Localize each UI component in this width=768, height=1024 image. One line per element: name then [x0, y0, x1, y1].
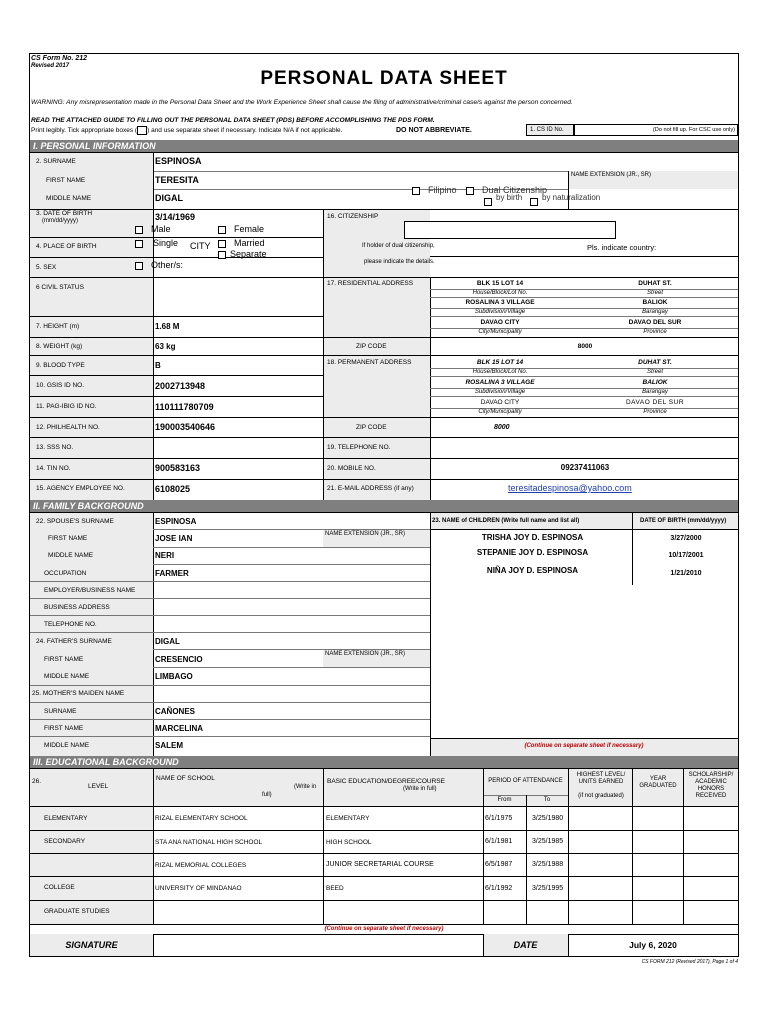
married-label: Married: [234, 238, 265, 248]
edu-row-4-from[interactable]: 6/1/1992: [485, 885, 513, 892]
child-2-dob[interactable]: 10/17/2001: [668, 552, 704, 559]
edu-row-4-to[interactable]: 3/25/1995: [532, 885, 564, 892]
res-zip-label: ZIP CODE: [356, 343, 387, 350]
edu-row-2-school[interactable]: STA ANA NATIONAL HIGH SCHOOL: [155, 839, 263, 846]
perm-street-caption: Street: [646, 369, 663, 375]
school-header-2: (Write in: [294, 784, 317, 790]
mother-surname-label: SURNAME: [44, 708, 77, 715]
edu-row-4-level: COLLEGE: [44, 884, 75, 891]
honors-header: SCHOLARSHIP/ ACADEMIC HONORS RECEIVED: [688, 772, 734, 799]
res-house[interactable]: BLK 15 LOT 14: [476, 280, 524, 287]
print-note-b: ) and use separate sheet if necessary. Indicate N/A if not applicable.: [147, 127, 343, 135]
date-field[interactable]: July 6, 2020: [629, 940, 677, 950]
female-label: Female: [234, 224, 265, 234]
edu-row-3-course[interactable]: JUNIOR SECRETARIAL COURSE: [326, 861, 434, 868]
print-note-a: Print legibly. Tick appropriate boxes (: [31, 127, 138, 135]
period-header: PERIOD OF ATTENDANCE: [488, 778, 563, 784]
by-naturalization-label: by naturalization: [542, 193, 601, 202]
filipino-label: Filipino: [428, 185, 457, 195]
email-label: 21. E-MAIL ADDRESS (if any): [327, 485, 414, 492]
res-subdivision[interactable]: ROSALINA 3 VILLAGE: [465, 299, 535, 306]
occupation-field[interactable]: FARMER: [155, 569, 189, 578]
signature-field[interactable]: [154, 935, 482, 955]
father-ext-label: NAME EXTENSION (JR., SR): [325, 651, 406, 657]
res-zip[interactable]: 8000: [577, 343, 593, 350]
page-footer: CS FORM 212 (Revised 2017), Page 1 of 4: [641, 959, 738, 965]
dual-note-1: If holder of dual citizenship,: [362, 243, 435, 249]
mother-middle-field[interactable]: SALEM: [155, 741, 183, 750]
education-level-column: [30, 806, 153, 924]
spouse-surname-field[interactable]: ESPINOSA: [155, 517, 197, 526]
philhealth-field[interactable]: 190003540646: [155, 422, 216, 432]
child-3-name[interactable]: NIÑA JOY D. ESPINOSA: [486, 566, 579, 575]
edu-row-1-to[interactable]: 3/25/1980: [532, 815, 564, 822]
employer-label: EMPLOYER/BUSINESS NAME: [44, 587, 136, 594]
by-birth-checkbox[interactable]: [484, 198, 492, 206]
middle-name-field[interactable]: DIGAL: [155, 193, 183, 203]
city-text: CITY: [190, 241, 211, 251]
perm-barangay[interactable]: BALIOK: [642, 379, 668, 386]
form-revised: Revised 2017: [31, 63, 70, 69]
spouse-middle-label: MIDDLE NAME: [48, 552, 94, 559]
edu-row-1-level: ELEMENTARY: [44, 815, 88, 822]
telephone-label: 19. TELEPHONE NO.: [327, 444, 391, 451]
father-surname-field[interactable]: DIGAL: [155, 637, 180, 646]
dob-format: (mm/dd/yyyy): [42, 218, 78, 224]
school-header: NAME OF SCHOOL: [156, 775, 215, 782]
perm-province[interactable]: DAVAO DEL SUR: [625, 399, 685, 406]
mobile-label: 20. MOBILE NO.: [327, 465, 376, 472]
res-prov-caption: Province: [643, 329, 667, 335]
to-header: To: [543, 797, 551, 803]
father-first-label: FIRST NAME: [44, 656, 84, 663]
res-province[interactable]: DAVAO DEL SUR: [628, 319, 682, 326]
dob-field[interactable]: 3/14/1969: [155, 212, 196, 222]
name-extension-label: NAME EXTENSION (JR., SR): [569, 171, 738, 189]
mother-first-field[interactable]: MARCELINA: [155, 724, 203, 733]
section-family: II. FAMILY BACKGROUND: [30, 500, 738, 512]
weight-field[interactable]: 63 kg: [155, 342, 176, 351]
height-label: 7. HEIGHT (m): [36, 323, 80, 330]
signature-label: SIGNATURE: [65, 940, 118, 950]
spouse-ext-label: NAME EXTENSION (JR., SR): [325, 531, 406, 537]
pagibig-field[interactable]: 110111780709: [155, 402, 214, 412]
by-birth-label: by birth: [496, 193, 523, 202]
section-personal: I. PERSONAL INFORMATION: [30, 140, 738, 152]
edu-row-2-from[interactable]: 6/1/1981: [485, 838, 513, 845]
edu-row-4-course[interactable]: BEED: [326, 885, 344, 892]
gsis-label: 10. GSIS ID NO.: [36, 382, 85, 389]
pagibig-label: 11. PAG-IBIG ID NO.: [36, 403, 97, 410]
edu-row-4-school[interactable]: UNIVERSITY OF MINDANAO: [155, 885, 242, 892]
warning-text: WARNING: Any misrepresentation made in the Personal Data Sheet and the Work Experience Sheet shall cause the filing of administrative/criminal case/s against the person concerned.: [31, 99, 573, 106]
family-continue-note: (Continue on separate sheet if necessary): [524, 743, 644, 749]
email-field[interactable]: teresitadespinosa@yahoo.com: [508, 483, 632, 493]
mother-surname-field[interactable]: CAÑONES: [155, 707, 196, 716]
gsis-field[interactable]: 2002713948: [155, 381, 206, 391]
mobile-field[interactable]: 09237411063: [560, 463, 610, 472]
spouse-surname-label: 22. SPOUSE'S SURNAME: [36, 518, 114, 525]
mother-first-label: FIRST NAME: [44, 725, 84, 732]
edu-row-3-from[interactable]: 6/5/1987: [485, 861, 513, 868]
perm-zip-label: ZIP CODE: [356, 424, 387, 431]
highest-level-header: HIGHEST LEVEL/ UNITS EARNED: [576, 772, 626, 785]
indicate-country-label: Pls. indicate country:: [587, 243, 657, 252]
filipino-checkbox[interactable]: [412, 187, 420, 195]
tin-field[interactable]: 900583163: [155, 463, 201, 473]
edu-row-2-course[interactable]: HIGH SCHOOL: [326, 839, 372, 846]
page-title: PERSONAL DATA SHEET: [260, 68, 508, 89]
school-header-3: full): [262, 792, 272, 798]
edu-row-3-to[interactable]: 3/25/1988: [532, 861, 564, 868]
agency-label: 15. AGENCY EMPLOYEE NO.: [36, 485, 125, 492]
res-city-caption: City/Municipality: [478, 329, 522, 335]
citizenship-label: 16. CITIZENSHIP: [327, 213, 379, 220]
course-header-2: (Write in full): [403, 786, 437, 792]
father-surname-label: 24. FATHER'S SURNAME: [36, 638, 112, 645]
child-3-dob[interactable]: 1/21/2010: [670, 570, 702, 577]
country-input[interactable]: [404, 221, 616, 239]
separate-checkbox[interactable]: [218, 251, 226, 259]
perm-brgy-caption: Barangay: [642, 389, 668, 395]
occupation-label: OCCUPATION: [44, 570, 87, 577]
education-continue-note: (Continue on separate sheet if necessary): [324, 926, 444, 932]
mother-maiden-label: 25. MOTHER'S MAIDEN NAME: [32, 690, 125, 697]
perm-street[interactable]: DUHAT ST.: [638, 359, 672, 366]
child-2-name[interactable]: STEPANIE JOY D. ESPINOSA: [476, 548, 589, 557]
by-naturalization-checkbox[interactable]: [530, 198, 538, 206]
middle-name-label: MIDDLE NAME: [46, 195, 92, 202]
edu-row-1-course[interactable]: ELEMENTARY: [326, 815, 370, 822]
child-1-name[interactable]: TRISHA JOY D. ESPINOSA: [481, 533, 584, 542]
pob-label: 4. PLACE OF BIRTH: [36, 243, 97, 250]
agency-field[interactable]: 6108025: [155, 484, 191, 494]
married-checkbox[interactable]: [218, 240, 226, 248]
civil-status-label: 6 CIVIL STATUS: [36, 284, 84, 291]
permanent-address-label: 18. PERMANENT ADDRESS: [327, 359, 412, 366]
weight-label: 8. WEIGHT (kg): [36, 343, 83, 350]
dob-label: 3. DATE OF BIRTH: [36, 210, 93, 217]
single-checkbox[interactable]: [135, 240, 143, 248]
perm-city[interactable]: DAVAO CITY: [480, 399, 520, 406]
perm-prov-caption: Province: [643, 409, 667, 415]
spouse-telephone-label: TELEPHONE NO.: [44, 621, 97, 628]
edu-row-1-from[interactable]: 6/1/1975: [485, 815, 513, 822]
philhealth-label: 12. PHILHEALTH NO.: [36, 424, 100, 431]
first-name-label: FIRST NAME: [46, 177, 86, 184]
edu-row-3-school[interactable]: RIZAL MEMORIAL COLLEGES: [155, 862, 247, 869]
cs-id-label: 1. CS ID No.: [526, 124, 574, 136]
spouse-first-field[interactable]: JOSE IAN: [155, 534, 193, 543]
sss-label: 13. SSS NO.: [36, 444, 74, 451]
res-city[interactable]: DAVAO CITY: [480, 319, 520, 326]
res-subd-caption: Subdivision/Village: [474, 309, 526, 315]
child-1-dob[interactable]: 3/27/2000: [670, 535, 702, 542]
dual-citizenship-checkbox[interactable]: [466, 187, 474, 195]
edu-row-2-level: SECONDARY: [44, 838, 86, 845]
children-dob-label: DATE OF BIRTH (mm/dd/yyyy): [640, 518, 727, 524]
form-number: CS Form No. 212: [31, 55, 88, 62]
perm-subdivision[interactable]: ROSALINA 3 VILLAGE: [465, 379, 535, 386]
dual-citizenship-label: Dual Citizenship: [482, 185, 548, 195]
perm-zip[interactable]: 8000: [494, 424, 510, 431]
res-barangay[interactable]: BALIOK: [642, 299, 668, 306]
perm-house[interactable]: BLK 15 LOT 14: [476, 359, 524, 366]
separate-label: Separate: [230, 249, 267, 259]
date-label: DATE: [513, 940, 538, 950]
father-middle-label: MIDDLE NAME: [44, 673, 90, 680]
single-label: Single: [153, 238, 179, 248]
blood-type-label: 9. BLOOD TYPE: [36, 362, 85, 369]
father-middle-field[interactable]: LIMBAGO: [155, 672, 193, 681]
sex-label: 5. SEX: [36, 264, 57, 271]
level-header: LEVEL: [88, 783, 109, 790]
height-field[interactable]: 1.68 M: [155, 322, 180, 331]
res-street-caption: Street: [646, 290, 663, 296]
course-header: BASIC EDUCATION/DEGREE/COURSE: [327, 778, 445, 785]
guide-text: READ THE ATTACHED GUIDE TO FILLING OUT THE PERSONAL DATA SHEET (PDS) BEFORE ACCOMPLISHING THE PDS FORM.: [31, 117, 435, 124]
perm-city-caption: City/Municipality: [478, 409, 522, 415]
edu-row-2-to[interactable]: 3/25/1985: [532, 838, 564, 845]
perm-house-caption: House/Block/Lot No.: [472, 369, 528, 375]
business-address-label: BUSINESS ADDRESS: [44, 604, 110, 611]
perm-subd-caption: Subdivision/Village: [474, 389, 526, 395]
from-header: From: [497, 797, 512, 803]
female-checkbox[interactable]: [218, 226, 226, 234]
spouse-first-label: FIRST NAME: [48, 535, 88, 542]
year-graduated-header: YEAR GRADUATED: [639, 776, 677, 789]
blood-type-field[interactable]: B: [155, 361, 161, 370]
res-brgy-caption: Barangay: [642, 309, 668, 315]
highest-level-header-2: (if not graduated): [578, 793, 624, 799]
surname-field[interactable]: ESPINOSA: [155, 156, 202, 166]
male-checkbox[interactable]: [135, 226, 143, 234]
tin-label: 14. TIN NO.: [36, 465, 71, 472]
children-label: 23. NAME of CHILDREN (Write full name and list all): [432, 518, 580, 524]
first-name-field[interactable]: TERESITA: [155, 175, 199, 185]
section-education: III. EDUCATIONAL BACKGROUND: [30, 756, 738, 768]
no-abbreviate: DO NOT ABBREVIATE.: [396, 127, 472, 134]
spouse-middle-field[interactable]: NERI: [155, 551, 175, 560]
res-house-caption: House/Block/Lot No.: [472, 290, 528, 296]
dual-note-2: please indicate the details.: [364, 259, 435, 265]
csc-note: (Do not fill up. For CSC use only): [574, 124, 738, 136]
others-label: Other/s:: [151, 260, 184, 270]
surname-label: 2. SURNAME: [36, 158, 76, 165]
mother-middle-label: MIDDLE NAME: [44, 742, 90, 749]
male-label: Male: [151, 224, 171, 234]
others-checkbox[interactable]: [135, 262, 143, 270]
res-street[interactable]: DUHAT ST.: [638, 280, 672, 287]
residential-address-label: 17. RESIDENTIAL ADDRESS: [327, 280, 414, 287]
edu-row-1-school[interactable]: RIZAL ELEMENTARY SCHOOL: [155, 815, 248, 822]
education-number: 26.: [32, 778, 42, 785]
father-first-field[interactable]: CRESENCIO: [155, 655, 203, 664]
edu-row-5-level: GRADUATE STUDIES: [44, 908, 110, 915]
